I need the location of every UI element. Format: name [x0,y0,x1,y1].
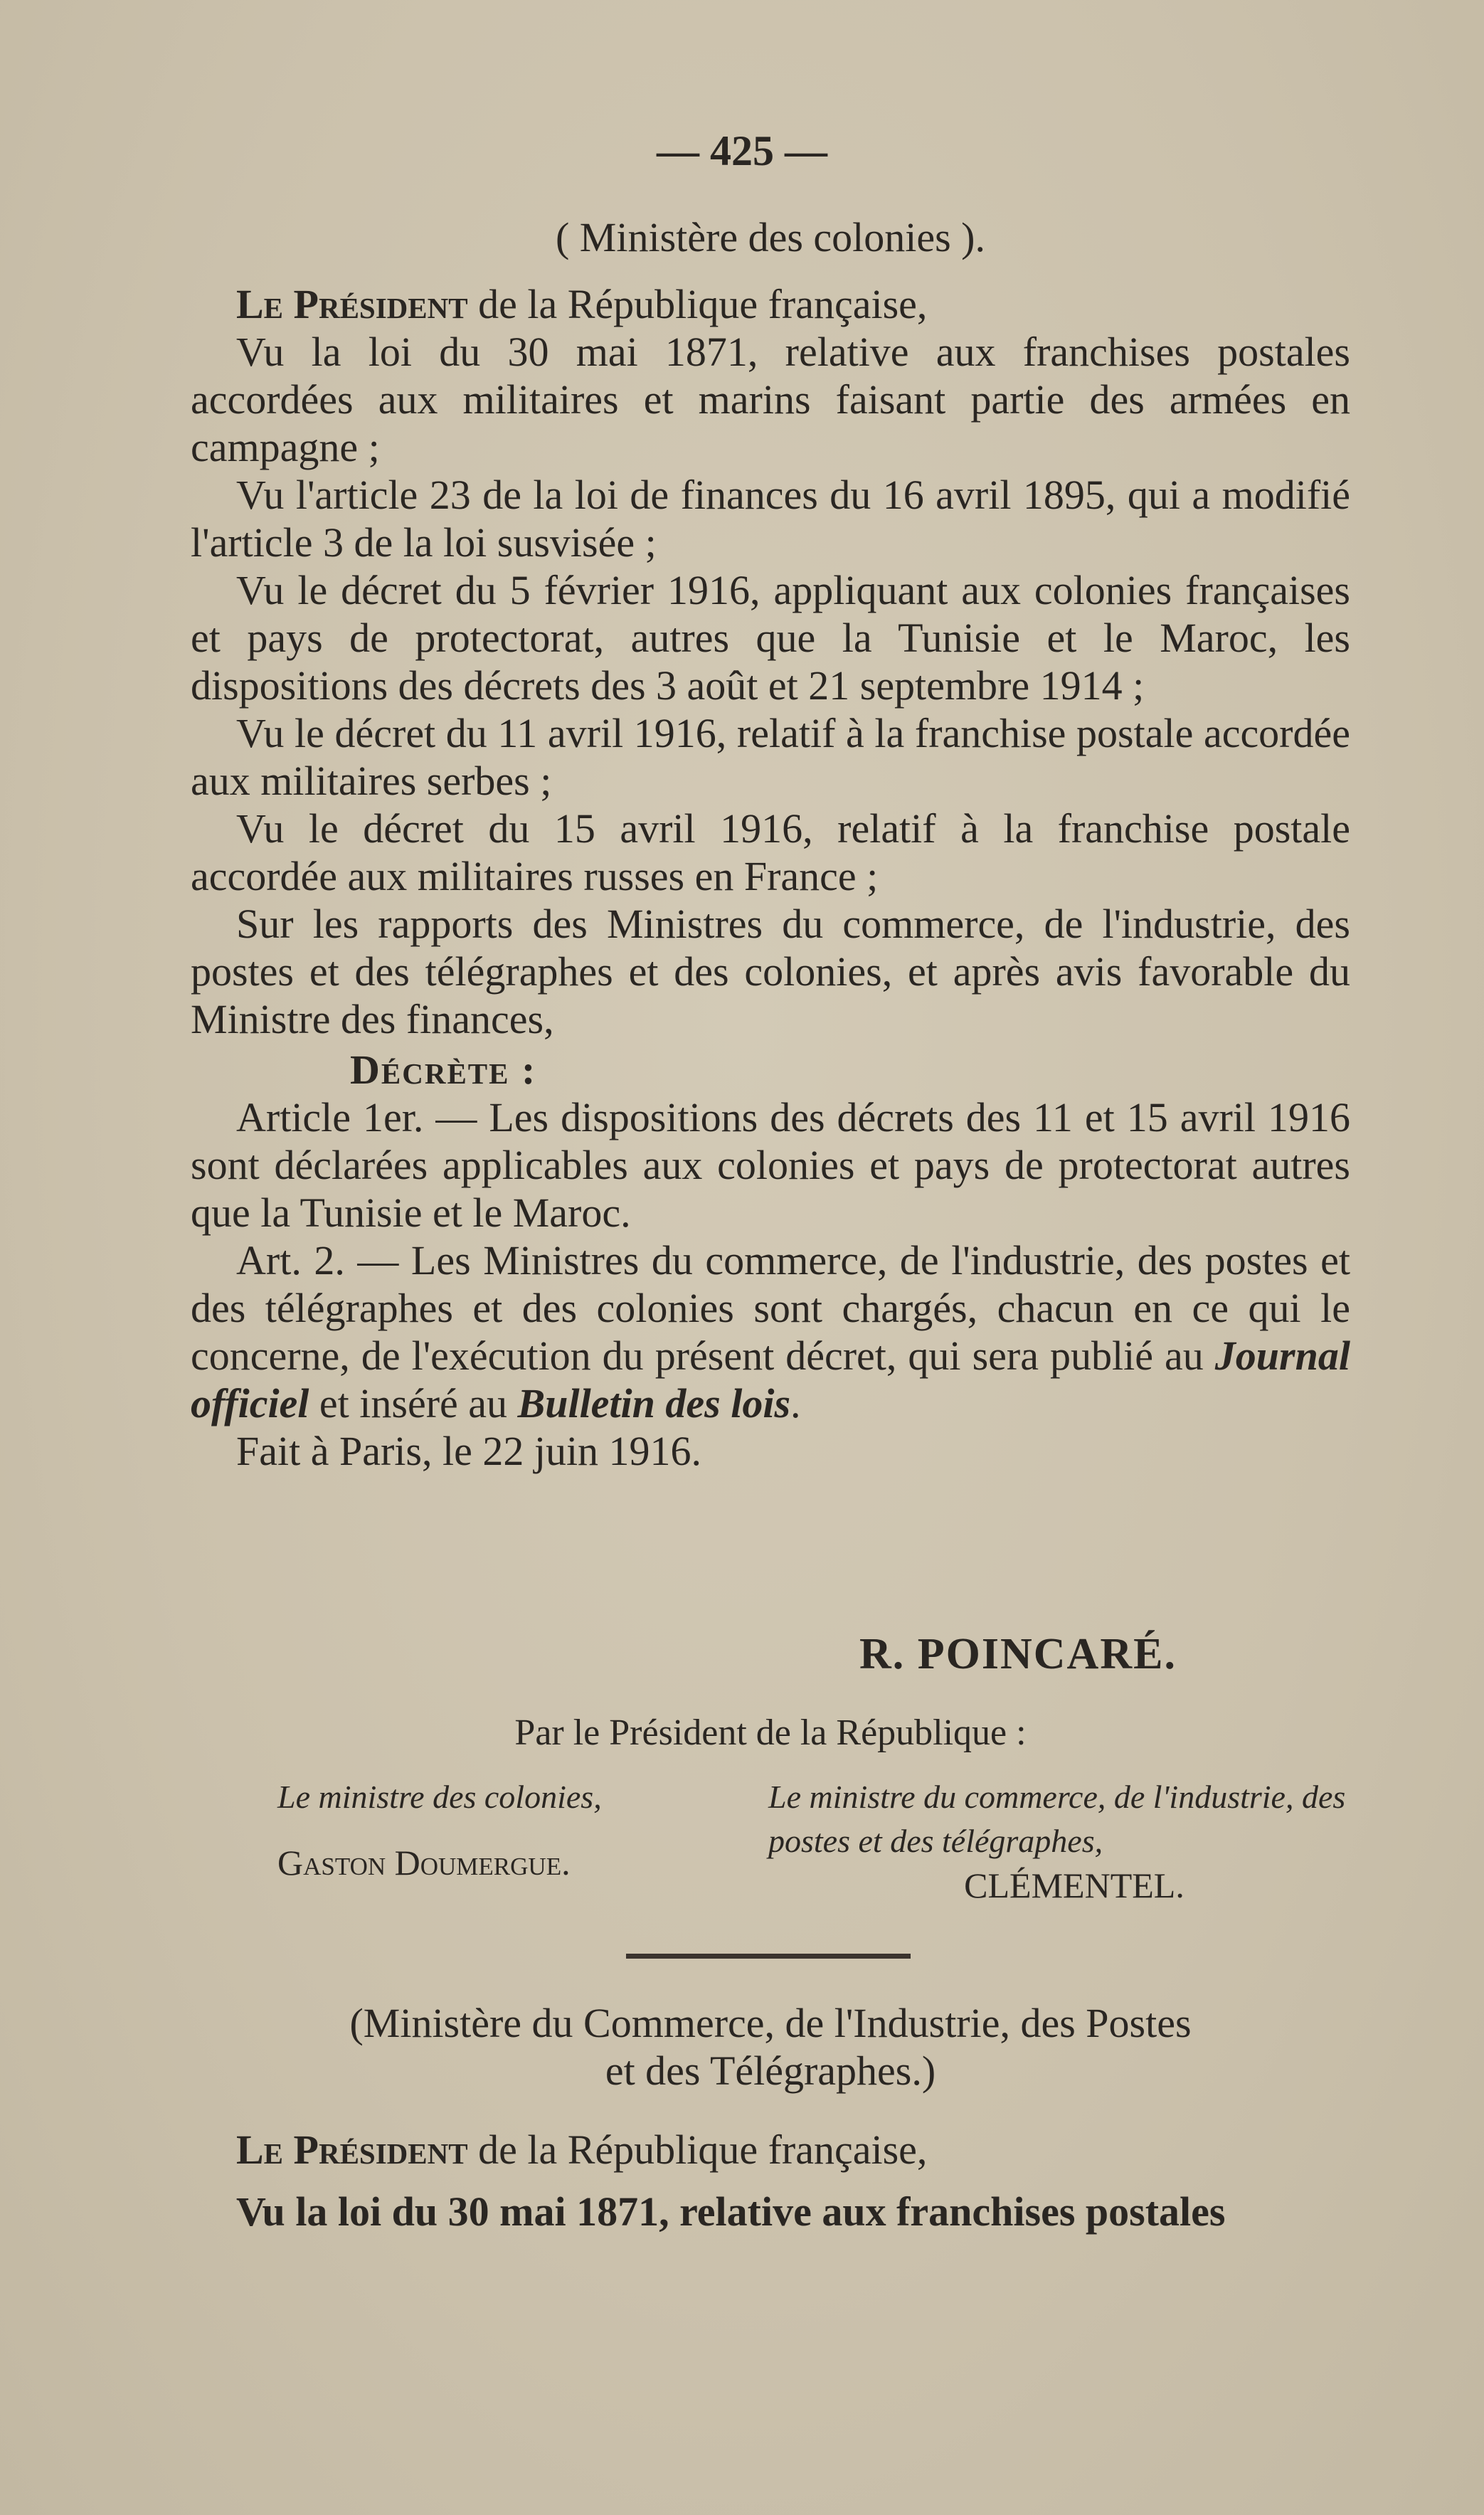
vu-paragraph-5: Vu le décret du 15 avril 1916, relatif à la franchise postale accordée aux militaires russes en France ; [191,805,1350,899]
signature-poincare: R. POINCARÉ. [859,1630,1177,1678]
fait-a-paris: Fait à Paris, le 22 juin 1916. [236,1428,702,1474]
par-le-president: Par le Président de la République : [514,1712,1027,1753]
article-1: Article 1er. — Les dispositions des décrets des 11 et 15 avril 1916 sont déclarées applicables aux colonies et pays de protectorat autres que la Tunisie et le Maroc. [191,1094,1350,1236]
vu-paragraph-4: Vu le décret du 11 avril 1916, relatif à la franchise postale accordée aux militaires serbes ; [191,710,1350,804]
journal-officiel-ref: Journal officiel [191,1333,1350,1426]
article-2: Art. 2. — Les Ministres du commerce, de l'industrie, des postes et des télégraphes et des colonies sont chargés, chacun en ce qui le concerne, de l'exécution du présent décret, qui sera publié au Journal officiel et inséré au Bulletin des lois. [191,1237,1350,1426]
vu-paragraph-2: Vu l'article 23 de la loi de finances du 16 avril 1895, qui a modifié l'article 3 de la loi susvisée ; [191,472,1350,566]
section1-body [191,280,1350,1475]
vu-paragraph-3: Vu le décret du 5 février 1916, appliquant aux colonies françaises et pays de protectorat, autres que la Tunisie et le Maroc, les dispositions des décrets des 3 août et 21 septembre 1914 ; [191,567,1350,709]
left-signature-name: Gaston Doumergue. [277,1843,571,1883]
section2-body [191,2126,1350,2235]
right-signature-block [768,1775,1352,1907]
ministry-heading-colonies: ( Ministère des colonies ). [555,214,985,260]
vu-first-section2: Vu la loi du 30 mai 1871, relative aux franchises postales [236,2188,1226,2235]
vu-paragraph-1: Vu la loi du 30 mai 1871, relative aux franchises postales accordées aux militaires et marins faisant partie des armées en campagne ; [191,329,1350,470]
section-divider [626,1954,911,1959]
decrete-heading: Décrète : [350,1047,537,1093]
bulletin-des-lois-ref: Bulletin des lois [517,1380,791,1426]
page-number: — 425 — [657,127,827,174]
right-signature-name: CLÉMENTEL. [964,1865,1184,1905]
president-line: Le Président de la République française, [236,281,928,327]
sur-les-rapports-paragraph: Sur les rapports des Ministres du commerce, de l'industrie, des postes et des télégraphes et des colonies, et après avis favorable du Ministre des finances, [191,901,1350,1042]
ministry-heading-commerce: (Ministère du Commerce, de l'Industrie, des Postes et des Télégraphes.) [349,2000,1192,2094]
left-signature-block [277,1775,676,1885]
left-signature-title: Le ministre des colonies, [277,1779,602,1815]
president-line-2: Le Président de la République française, [236,2127,928,2173]
right-signature-title: Le ministre du commerce, de l'industrie, des postes et des télégraphes, [768,1779,1346,1859]
